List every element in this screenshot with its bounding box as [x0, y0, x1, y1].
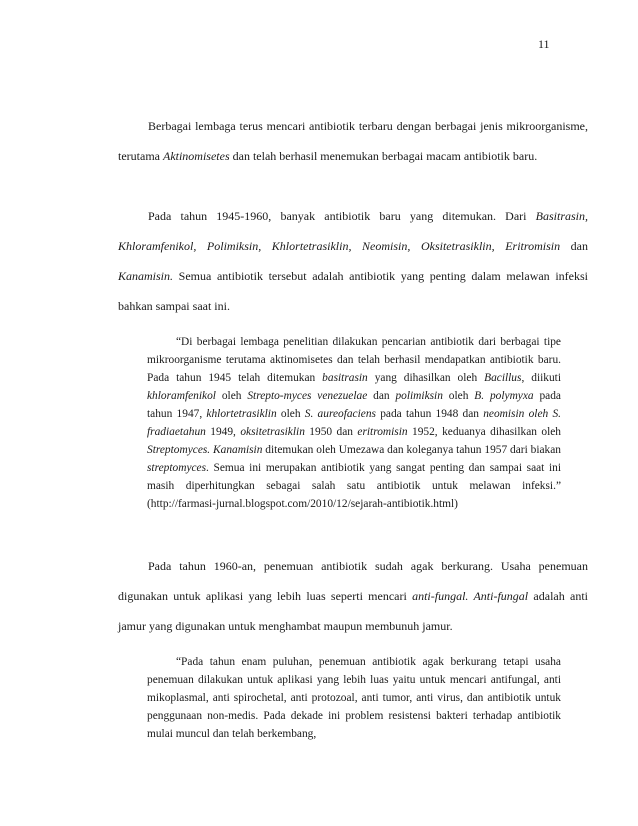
- italic-text: B. polymyxa: [474, 390, 534, 402]
- text-run: . Semua ini merupakan antibiotik yang sangat penting dan sampai saat ini masih diperhitungkan sebagai salah satu antibiotik untuk melawan infeksi.” (http://farmasi-jurnal.blogspot.com/2010/12/sejarah-antibiotik.html): [147, 462, 561, 510]
- italic-text: Basitrasin, Khloramfenikol, Polimiksin, Khlortetrasiklin, Neomisin, Oksitetrasiklin, Eritromisin: [118, 209, 588, 253]
- italic-text: streptomyces: [147, 462, 207, 474]
- block-quote-2: [147, 653, 561, 743]
- italic-text: khlortetrasiklin: [206, 408, 277, 420]
- text-run: Berbagai lembaga terus mencari antibiotik terbaru dengan berbagai jenis mikroorganisme, terutama: [118, 119, 588, 163]
- text-run: Pada tahun 1945-1960, banyak antibiotik baru yang ditemukan. Dari: [148, 209, 536, 223]
- paragraph-2: [118, 201, 588, 321]
- text-run: “Di berbagai lembaga penelitian dilakukan pencarian antibiotik dari berbagai tipe mikroorganisme terutama aktinomisetes dan telah berhasil mendapatkan antibiotik baru. Pada tahun 1945 telah ditemukan: [147, 336, 561, 384]
- text-run: oleh: [442, 390, 475, 402]
- paragraph-3: [118, 551, 588, 641]
- text-run: adalah anti jamur yang digunakan untuk menghambat maupun membunuh jamur.: [118, 589, 589, 633]
- italic-text: Bacillus: [484, 372, 522, 384]
- text-run: Semua antibiotik tersebut adalah antibiotik yang penting dalam melawan infeksi bahkan sampai saat ini.: [118, 269, 588, 313]
- page-number: 11: [538, 37, 550, 51]
- text-run: oleh: [276, 408, 305, 420]
- italic-text: polimiksin: [395, 390, 443, 402]
- italic-text: Streptomyces. Kanamisin: [147, 444, 263, 456]
- text-run: dan: [560, 239, 588, 253]
- text-run: pada tahun 1947,: [147, 390, 561, 420]
- text-run: Pada tahun 1960-an, penemuan antibiotik sudah agak berkurang. Usaha penemuan digunakan untuk aplikasi yang lebih luas seperti mencari: [118, 559, 588, 603]
- text-run: dan: [367, 390, 396, 402]
- italic-text: Strepto-myces venezuelae: [247, 390, 368, 402]
- text-run: 1952, keduanya dihasilkan oleh: [407, 426, 561, 438]
- italic-text: basitrasin: [322, 372, 368, 384]
- italic-text: eritromisin: [357, 426, 408, 438]
- text-run: pada tahun 1948 dan: [375, 408, 484, 420]
- italic-text: S. aureofaciens: [304, 408, 376, 420]
- italic-text: khloramfenikol: [147, 390, 216, 402]
- text-run: dan telah berhasil menemukan berbagai macam antibiotik baru.: [229, 149, 538, 163]
- italic-text: neomisin oleh S. fradiaetahun: [147, 408, 561, 438]
- text-run: 1949,: [205, 426, 241, 438]
- block-quote-1: [147, 333, 561, 513]
- text-run: “Pada tahun enam puluhan, penemuan antibiotik agak berkurang tetapi usaha penemuan dilakukan untuk aplikasi yang lebih luas yaitu untuk mencari antifungal, anti mikoplasmal, anti spirochetal, anti protozoal, anti tumor, anti virus, dan antibiotik untuk penggunaan non-medis. Pada dekade ini problem resistensi bakteri terhadap antibiotik mulai muncul dan telah berkembang,: [147, 656, 561, 740]
- italic-text: Kanamisin.: [118, 269, 174, 283]
- italic-text: oksitetrasiklin: [240, 426, 305, 438]
- italic-text: anti-fungal. Anti-fungal: [412, 589, 529, 603]
- text-run: ditemukan oleh Umezawa dan koleganya tahun 1957 dari biakan: [262, 444, 561, 456]
- text-run: , diikuti: [521, 372, 561, 384]
- text-run: oleh: [215, 390, 248, 402]
- italic-text: Aktinomisetes: [162, 149, 230, 163]
- paragraph-1: [118, 111, 588, 171]
- text-run: 1950 dan: [304, 426, 358, 438]
- text-run: yang dihasilkan oleh: [367, 372, 485, 384]
